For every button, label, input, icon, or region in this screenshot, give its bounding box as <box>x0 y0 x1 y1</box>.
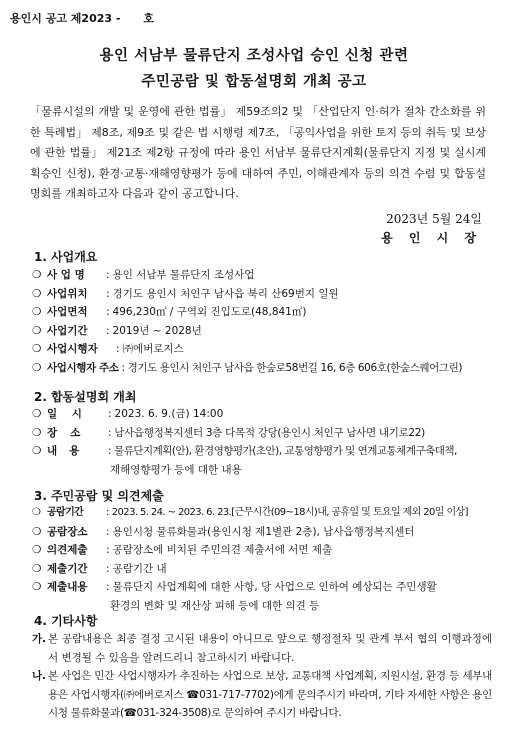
item-value-continued: 환경의 변화 및 재산상 피해 등에 대한 의견 등 <box>110 599 320 612</box>
item-label: 공람기간 <box>47 507 84 518</box>
item-value: 공람기간 내 <box>112 562 167 575</box>
section-4-notes <box>32 630 492 723</box>
item-label: 사업시행자 <box>47 343 98 355</box>
circle-bullet-icon: ❍ <box>32 361 42 374</box>
section-2-heading: 2. 합동설명회 개최 <box>34 390 137 404</box>
list-item: ❍ 내 용 : 물류단지계획(안), 환경영향평가(초안), 교통영향평가 및 연계교통체계구축대책, <box>32 442 494 461</box>
list-item: ❍ 공람장소 : 용인시청 물류화물과(용인시청 제1별관 2층), 남사읍행정복지센터 <box>32 523 494 542</box>
item-label: 의견제출 <box>47 544 88 556</box>
list-item: ❍ 사업시행자 : ㈜에버로지스 <box>32 340 494 359</box>
item-value: 2023. 6. 9.(금) 14:00 <box>114 408 224 420</box>
section-3-list <box>32 504 494 615</box>
list-item: ❍ 사업면적 : 496,230㎡ / 구역외 진입도로(48,841㎡) <box>32 303 494 322</box>
note-text: 본 공람내용은 최종 결정 고시된 내용이 아니므로 앞으로 행정절차 및 관계 부서 협의 이행과정에서 변경될 수 있음을 알려드리니 참고하시기 바랍니다. <box>48 633 492 664</box>
section-1-list <box>32 266 494 377</box>
item-value: 남사읍행정복지센터 3층 다목적 강당(용인시 처인구 남사면 내기로22) <box>114 426 425 439</box>
item-value: 496,230㎡ / 구역외 진입도로(48,841㎡) <box>112 306 307 318</box>
circle-bullet-icon: ❍ <box>32 269 42 281</box>
section-1-heading: 1. 사업개요 <box>34 250 98 264</box>
list-item: ❍ 사업위치 : 경기도 용인시 처인구 남사읍 북리 산69번지 일원 <box>32 285 494 304</box>
item-label: 제출기간 <box>47 562 88 575</box>
item-value: 2019년 ~ 2028년 <box>112 324 202 337</box>
document-title-line1: 용인 서남부 물류단지 조성사업 승인 신청 관련 <box>99 48 409 64</box>
notice-number: 용인시 공고 제2023 - 호 <box>10 12 155 25</box>
list-item: ❍ 사 업 명 : 용인 서남부 물류단지 조성사업 <box>32 266 494 285</box>
section-2-list <box>32 405 494 479</box>
circle-bullet-icon: ❍ <box>32 544 42 556</box>
note-mark: 가. <box>32 633 47 645</box>
circle-bullet-icon: ❍ <box>32 581 42 593</box>
item-label: 사업시행자 주소 <box>47 361 119 374</box>
circle-bullet-icon: ❍ <box>32 426 42 439</box>
circle-bullet-icon: ❍ <box>32 343 42 355</box>
circle-bullet-icon: ❍ <box>32 306 42 318</box>
item-label: 제출내용 <box>47 581 88 593</box>
item-value: 물류단지 사업계획에 대한 사항, 당 사업으로 인하여 예상되는 주민생활 <box>112 581 437 593</box>
circle-bullet-icon: ❍ <box>32 445 41 457</box>
section-4-heading: 4. 기타사항 <box>34 614 98 628</box>
item-value: 용인시청 물류화물과(용인시청 제1별관 2층), 남사읍행정복지센터 <box>112 525 415 538</box>
list-item: ❍ 사업기간 : 2019년 ~ 2028년 <box>32 322 494 341</box>
list-item: ❍ 의견제출 : 공람장소에 비치된 주민의견 제출서에 서면 제출 <box>32 541 494 560</box>
note-text: 본 사업은 민간 사업시행자가 추진하는 사업으로 보상, 교통대책 사업계획, 지원시설, 환경 등 세부내용은 사업시행자(㈜에버로지스 ☎031-717-7702)에게 문의주시기 바라며, 기타 자세한 사항은 용인시청 물류화물과(☎031-324-3508)로 문의하여 주시기 바랍니다. <box>48 670 492 719</box>
circle-bullet-icon: ❍ <box>32 562 42 575</box>
list-item: ❍ 공람기간 : 2023. 5. 24. ~ 2023. 6. 23.[근무시간(09~18시)내, 공휴일 및 토요일 제외 20일 이상] <box>32 504 494 523</box>
issuer-name: 용 인 시 장 <box>381 231 482 245</box>
item-label: 공람장소 <box>47 525 88 538</box>
note-mark: 나. <box>32 670 46 682</box>
list-item: ❍ 사업시행자 주소 : 경기도 용인시 처인구 남사읍 한숲로58번길 16, 6층 606호(한숲스퀘어그린) <box>32 359 494 378</box>
intro-paragraph: 「물류시설의 개발 및 운영에 관한 법률」 제59조의2 및 「산업단지 인·허가 절차 간소화를 위한 특례법」 제8조, 제9조 및 같은 법 시행령 제7조, 「공익사업을 위한 토지 등의 취득 및 보상에 관한 법률」 제21조 제2항 규정에 따라 용인 서남부 물류단지계획(물류단지 지정 및 실시계획승인 신청), 환경·교통·재해영향평가 등에 대하여 주민, 이해관계자 등의 의견 수렴 및 합동설명회를 개최하고자 다음과 같이 공고합니다. <box>30 105 486 200</box>
item-label: 장 소 <box>47 426 81 439</box>
item-label: 사업기간 <box>47 324 88 337</box>
item-value: 물류단지계획(안), 환경영향평가(초안), 교통영향평가 및 연계교통체계구축대책, <box>114 445 457 457</box>
item-label: 일 시 <box>47 408 82 420</box>
note-item <box>32 667 492 723</box>
item-value: 2023. 5. 24. ~ 2023. 6. 23.[근무시간(09~18시)내, 공휴일 및 토요일 제외 20일 이상] <box>111 507 468 518</box>
document-title-line2: 주민공람 및 합동설명회 개최 공고 <box>141 74 367 90</box>
note-item <box>32 630 492 667</box>
item-value: 용인 서남부 물류단지 조성사업 <box>112 269 255 281</box>
item-value: 경기도 용인시 처인구 남사읍 한숲로58번길 16, 6층 606호(한숲스퀘어그린) <box>127 361 463 374</box>
section-3-heading: 3. 주민공람 및 의견제출 <box>34 489 164 503</box>
circle-bullet-icon: ❍ <box>32 525 42 538</box>
list-item: ❍ 제출기간 : 공람기간 내 <box>32 560 494 579</box>
list-item: ❍ 일 시 : 2023. 6. 9.(금) 14:00 <box>32 405 494 424</box>
item-label: 사업위치 <box>47 287 88 300</box>
circle-bullet-icon: ❍ <box>32 287 42 300</box>
circle-bullet-icon: ❍ <box>32 324 42 337</box>
circle-bullet-icon: ❍ <box>32 507 41 518</box>
circle-bullet-icon: ❍ <box>32 408 42 420</box>
item-value: 공람장소에 비치된 주민의견 제출서에 서면 제출 <box>112 544 333 556</box>
notice-date: 2023년 5월 24일 <box>386 212 482 226</box>
item-label: 사업면적 <box>47 306 88 318</box>
list-item: ❍ 장 소 : 남사읍행정복지센터 3층 다목적 강당(용인시 처인구 남사면 내기로22) <box>32 424 494 443</box>
list-item: ❍ 제출내용 : 물류단지 사업계획에 대한 사항, 당 사업으로 인하여 예상되는 주민생활 <box>32 578 494 597</box>
item-label: 내 용 <box>47 445 79 457</box>
item-value: ㈜에버로지스 <box>122 343 184 355</box>
item-value: 경기도 용인시 처인구 남사읍 북리 산69번지 일원 <box>112 287 339 300</box>
item-value-continued: 재해영향평가 등에 대한 내용 <box>110 463 242 476</box>
item-label: 사 업 명 <box>47 269 85 281</box>
